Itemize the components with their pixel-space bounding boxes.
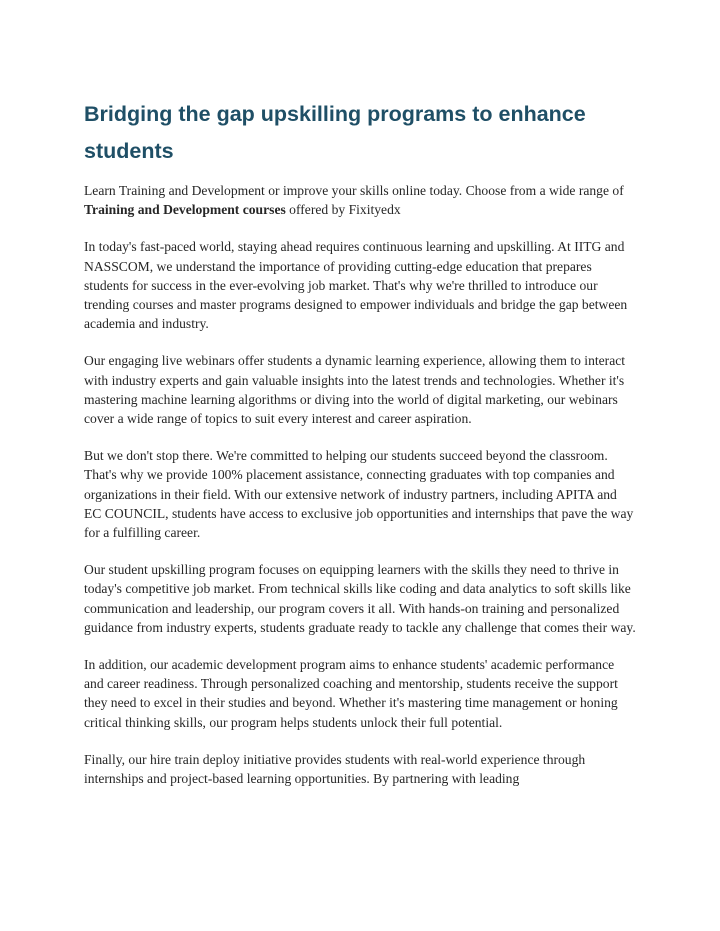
body-paragraph-4: Our student upskilling program focuses on equipping learners with the skills they need to thrive in today's competitive job market. From technical skills like coding and data analytics to soft skills like communication and leadership, our program covers it all. With hands-on training and personalized guidance from industry experts, students graduate ready to tackle any challenge that comes their way. <box>84 562 636 635</box>
body-paragraph-5: In addition, our academic development program aims to enhance students' academic performance and career readiness. Through personalized coaching and mentorship, students receive the support they need to excel in their studies and beyond. Whether it's mastering time management or honing critical thinking skills, our program helps students unlock their full potential. <box>84 657 618 730</box>
page-title <box>84 96 636 170</box>
body-paragraph-2: Our engaging live webinars offer students a dynamic learning experience, allowing them to interact with industry experts and gain valuable insights into the latest trends and technologies. Whether it's mastering machine learning algorithms or diving into the world of digital marketing, our webinars cover a wide range of topics to suit every interest and career aspiration. <box>84 353 626 427</box>
intro-text-suffix: offered by Fixityedx <box>285 202 401 218</box>
body-paragraph-3: But we don't stop there. We're committed to helping our students succeed beyond the classroom. That's why we provide 100% placement assistance, connecting graduates with top companies and organizations in their field. With our extensive network of industry partners, including APITA and EC COUNCIL, students have access to exclusive job opportunities and internships that pave the way for a fulfilling career. <box>84 448 634 541</box>
body-paragraph-6: Finally, our hire train deploy initiative provides students with real-world experience through internships and project-based learning opportunities. By partnering with leading <box>84 751 586 787</box>
intro-paragraph <box>84 181 636 219</box>
intro-text-bold: Training and Development courses <box>84 202 286 218</box>
page-title-line-2: students <box>84 139 174 163</box>
body-paragraph-1: In today's fast-paced world, staying ahead requires continuous learning and upskilling. At IITG and NASSCOM, we understand the importance of providing cutting-edge education that prepares students for success in the ever-evolving job market. That's why we're thrilled to introduce our trending courses and master programs designed to empower individuals and bridge the gap between academia and industry. <box>84 239 628 332</box>
page-title-line-1: Bridging the gap upskilling programs to enhance <box>84 102 586 126</box>
intro-text-prefix: Learn Training and Development or improve your skills online today. Choose from a wide range of <box>84 183 624 198</box>
